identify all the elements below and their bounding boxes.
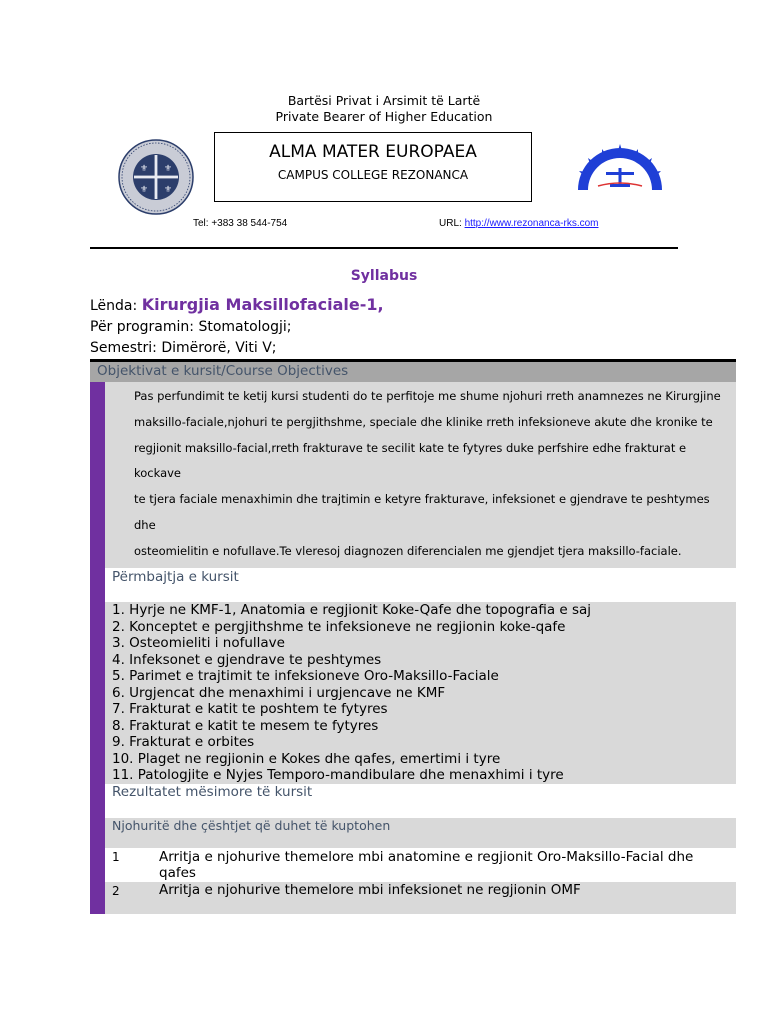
course-label: Lënda:	[90, 298, 142, 314]
svg-text:⚜: ⚜	[163, 164, 173, 174]
list-item: 5. Parimet e trajtimit te infeksioneve Oro-Maksillo-Faciale	[112, 668, 499, 684]
header-line-2: Private Bearer of Higher Education	[275, 109, 493, 124]
objectives-line: Pas perfundimit te ketij kursi studenti do te perfitoje me shume njohuri rreth anamnezes ne Kirurgjine	[134, 389, 721, 403]
svg-text:⚜: ⚜	[139, 185, 149, 195]
accent-bar	[90, 818, 105, 848]
list-item: 2. Konceptet e pergjithshme te infeksioneve ne regjionin koke-qafe	[112, 618, 566, 635]
objectives-line: osteomielitin e nofullave.Te vleresoj diagnozen diferencialen me gjendjet tjera maksillo-faciale.	[134, 543, 682, 558]
outcomes-subheading: Njohuritë dhe çështjet që duhet të kuptohen	[112, 818, 391, 833]
objectives-body	[90, 382, 736, 568]
rezonanca-logo	[572, 142, 668, 192]
header-line-1: Bartësi Privat i Arsimit të Lartë	[287, 93, 481, 108]
svg-text:⚜: ⚜	[163, 185, 173, 195]
content-list	[112, 602, 591, 784]
list-item: 10. Plaget ne regjionin e Kokes dhe qafes, emertimi i tyre	[112, 750, 501, 767]
objectives-line: te tjera faciale menaxhimin dhe trajtimin e ketyre frakturave, infeksionet e gjendrave te peshtymes dhe	[134, 492, 710, 532]
list-item: 11. Patologjite e Nyjes Temporo-mandibulare dhe menaxhimi i tyre	[112, 767, 564, 783]
list-item: 4. Infeksonet e gjendrave te peshtymes	[112, 651, 382, 668]
institution-box	[214, 132, 532, 202]
outcomes-heading-row	[90, 784, 736, 818]
content-heading: Përmbajtja e kursit	[112, 569, 239, 585]
list-item: 8. Frakturat e katit te mesem te fytyres	[112, 717, 379, 734]
accent-bar	[90, 382, 105, 568]
outcome-number: 2	[112, 884, 120, 898]
header-divider	[90, 247, 678, 249]
objectives-heading-row	[90, 362, 736, 382]
list-item: 9. Frakturat e orbites	[112, 734, 255, 750]
outcome-number: 1	[112, 850, 120, 864]
objectives-line: regjionit maksillo-facial,rreth frakturave te secilit kate te fytyres duke perfshire edhe frakturat e kockave	[134, 440, 687, 481]
syllabus-title: Syllabus	[350, 268, 418, 284]
accent-bar	[90, 848, 105, 882]
list-item: 6. Urgjencat dhe menaxhimi i urgjencave ne KMF	[112, 684, 446, 701]
course-name: Kirurgjia Maksillofaciale-1,	[141, 295, 384, 314]
accent-bar	[90, 568, 105, 602]
university-seal-logo	[118, 139, 194, 215]
website-link[interactable]: http://www.rezonanca-rks.com	[464, 218, 599, 229]
course-line	[90, 295, 384, 314]
program-line: Për programin: Stomatologji;	[90, 319, 292, 335]
list-item: 3. Osteomieliti i nofullave	[112, 635, 285, 651]
outcome-text: Arritja e njohurive themelore mbi infeksionet ne regjionin OMF	[159, 882, 581, 898]
outcomes-subheading-row	[90, 818, 736, 848]
outcome-row	[90, 848, 736, 882]
objectives-text	[134, 384, 734, 565]
accent-bar	[90, 784, 105, 818]
content-heading-row	[90, 568, 736, 602]
phone-number: Tel: +383 38 544-754	[193, 218, 288, 229]
url-line	[439, 218, 599, 229]
semester-line: Semestri: Dimërorë, Viti V;	[90, 340, 277, 356]
outcome-row	[90, 882, 736, 914]
accent-bar	[90, 882, 105, 914]
url-label: URL:	[439, 218, 465, 229]
outcomes-heading: Rezultatet mësimore të kursit	[112, 784, 313, 800]
objectives-line: maksillo-faciale,njohuri te pergjithshme, speciale dhe klinike rreth infeksioneve akute dhe kronike te	[134, 414, 713, 429]
accent-bar	[90, 602, 105, 784]
campus-name: CAMPUS COLLEGE REZONANCA	[277, 168, 469, 182]
institution-name: ALMA MATER EUROPAEA	[269, 142, 477, 162]
list-item: 1. Hyrje ne KMF-1, Anatomia e regjionit Koke-Qafe dhe topografia e saj	[112, 602, 592, 618]
content-list-row	[90, 602, 736, 784]
list-item: 7. Frakturat e katit te poshtem te fytyres	[112, 701, 388, 717]
objectives-heading: Objektivat e kursit/Course Objectives	[97, 363, 349, 379]
outcome-text: Arritja e njohurive themelore mbi anatomine e regjionit Oro-Maksillo-Facial dhe qafes	[159, 849, 694, 881]
svg-text:⚜: ⚜	[139, 164, 149, 174]
